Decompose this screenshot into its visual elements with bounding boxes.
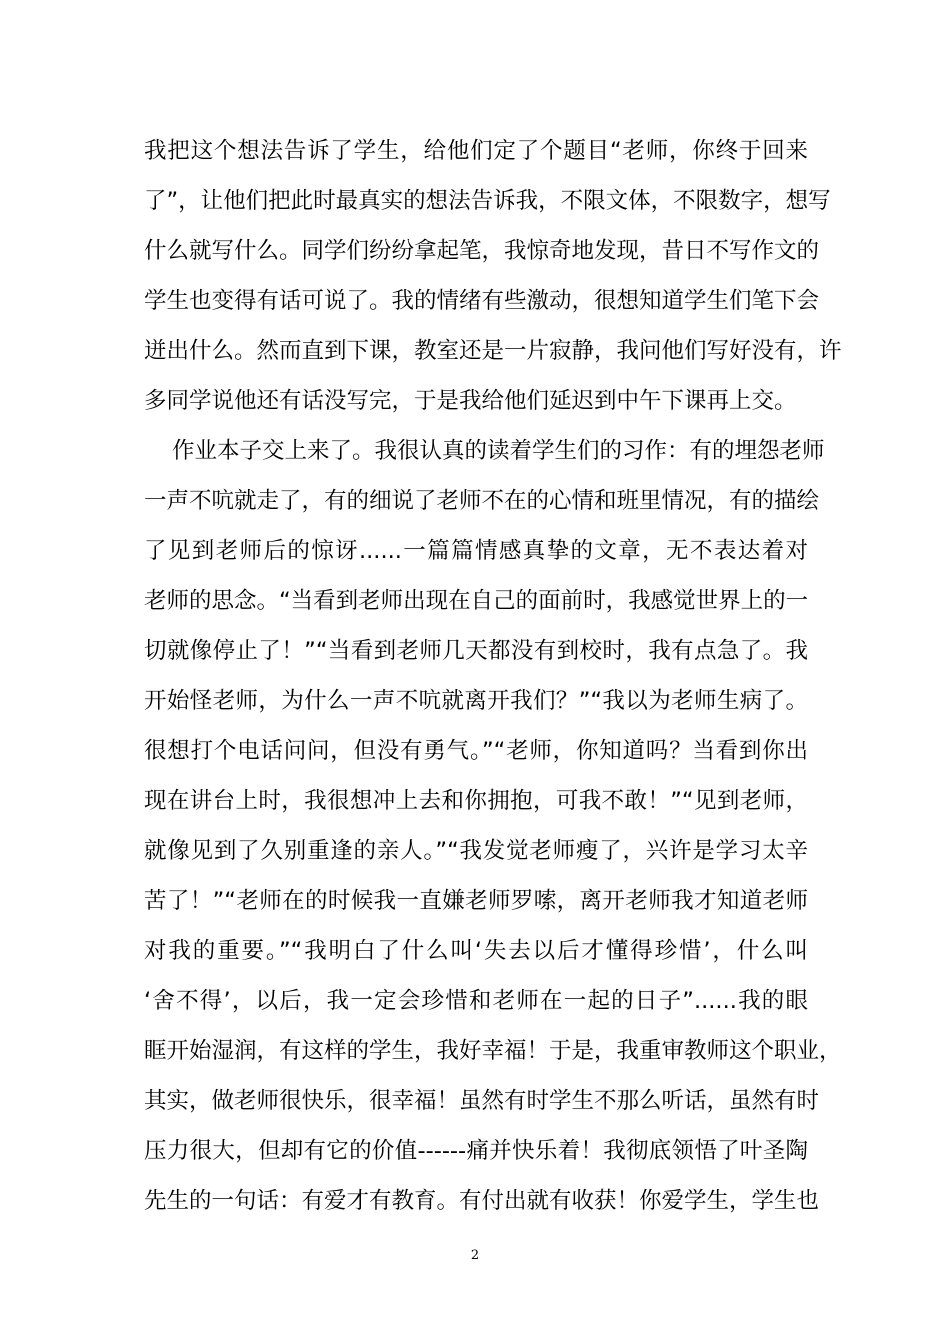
text-line: 对我的重要。”“我明白了什么叫‘失去以后才懂得珍惜’，什么叫: [144, 938, 808, 964]
text-line: 苦了！”“老师在的时候我一直嫌老师罗嗦，离开老师我才知道老师: [144, 888, 808, 914]
text-line: 其实，做老师很快乐，很幸福！虽然有时学生不那么听话，虽然有时: [144, 1088, 820, 1114]
text-line: 多同学说他还有话没写完，于是我给他们延迟到中午下课再上交。: [144, 388, 797, 414]
text-line: 什么就写什么。同学们纷纷拿起笔，我惊奇地发现，昔日不写作文的: [144, 238, 820, 264]
text-line: 很想打个电话问问，但没有勇气。”“老师，你知道吗？当看到你出: [144, 738, 808, 764]
text-line: 压力很大，但却有它的价值------痛并快乐着！我彻底领悟了叶圣陶: [144, 1138, 808, 1164]
text-line: 开始怪老师，为什么一声不吭就离开我们？”“我以为老师生病了。: [144, 688, 808, 714]
text-line: 老师的思念。“当看到老师出现在自己的面前时，我感觉世界上的一: [144, 588, 809, 614]
text-line: 就像见到了久别重逢的亲人。”“我发觉老师瘦了，兴许是学习太辛: [144, 838, 808, 864]
text-line: 一声不吭就走了，有的细说了老师不在的心情和班里情况，有的描绘: [144, 488, 820, 514]
text-line: 了见到老师后的惊讶......一篇篇情感真挚的文章，无不表达着对: [144, 538, 808, 564]
text-line: 眶开始湿润，有这样的学生，我好幸福！于是，我重审教师这个职业，: [144, 1038, 842, 1064]
text-line: 迸出什么。然而直到下课，教室还是一片寂静，我问他们写好没有，许: [144, 338, 842, 364]
text-line: 切就像停止了！”“当看到老师几天都没有到校时，我有点急了。我: [144, 638, 808, 664]
text-line: 我把这个想法告诉了学生，给他们定了个题目“老师，你终于回来: [144, 138, 808, 164]
text-line: ‘舍不得’，以后，我一定会珍惜和老师在一起的日子”......我的眼: [144, 988, 808, 1014]
text-line: 先生的一句话：有爱才有教育。有付出就有收获！你爱学生，学生也: [144, 1188, 820, 1214]
text-line: 了”，让他们把此时最真实的想法告诉我，不限文体，不限数字，想写: [144, 188, 831, 214]
page-number: 2: [470, 1248, 480, 1263]
paragraph-first-line: 作业本子交上来了。我很认真的读着学生们的习作：有的埋怨老师: [172, 438, 825, 464]
text-line: 学生也变得有话可说了。我的情绪有些激动，很想知道学生们笔下会: [144, 288, 820, 314]
text-line: 现在讲台上时，我很想冲上去和你拥抱，可我不敢！”“见到老师，: [144, 788, 808, 814]
